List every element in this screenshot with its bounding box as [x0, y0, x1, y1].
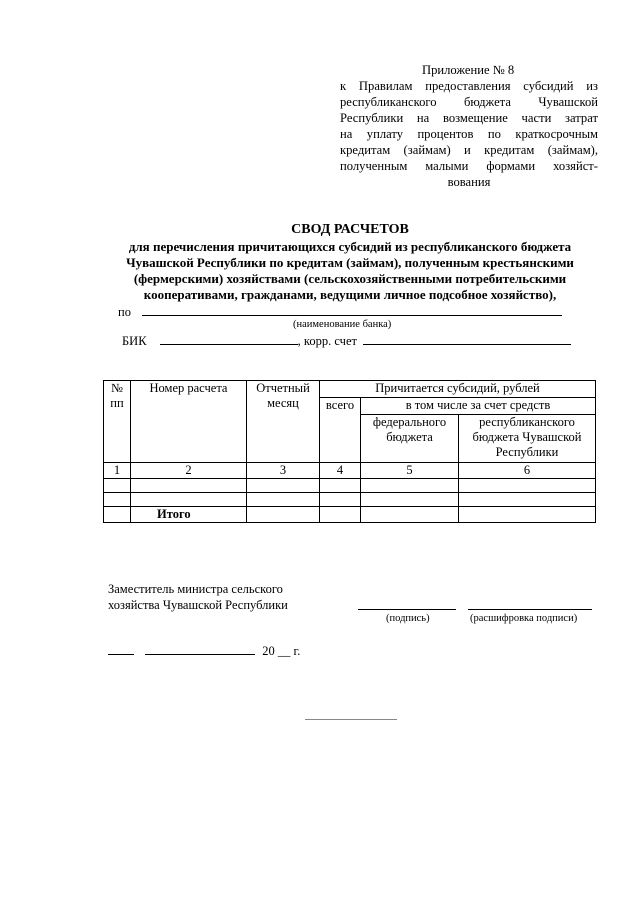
- table-cell[interactable]: [320, 479, 361, 493]
- appendix-title: Приложение № 8: [422, 63, 515, 77]
- signature-decode-field[interactable]: [468, 609, 592, 610]
- po-label: по: [118, 305, 131, 319]
- date-month-field[interactable]: [145, 643, 255, 655]
- appendix-line: кредитам (займам) и кредитам (займам),: [340, 143, 598, 157]
- table-cell[interactable]: [361, 493, 459, 507]
- table-cell[interactable]: [247, 493, 320, 507]
- table-cell[interactable]: [459, 493, 596, 507]
- col-header-republic: республиканского бюджета Чувашской Республики: [459, 415, 596, 463]
- signature-hint: (подпись): [386, 613, 430, 624]
- col-number: 3: [247, 463, 320, 479]
- signature-field[interactable]: [358, 609, 456, 610]
- subtitle-line: Чувашской Республики по кредитам (займам), полученным крестьянскими: [126, 255, 574, 270]
- appendix-line: к Правилам предоставления субсидий из: [340, 79, 598, 93]
- col-header-total: всего: [320, 398, 361, 463]
- appendix-line: вования: [447, 175, 491, 189]
- corr-account-label: , корр. счет: [297, 334, 357, 348]
- table-row: [104, 479, 596, 493]
- signer-position-line: хозяйства Чувашской Республики: [108, 598, 288, 612]
- bik-label: БИК: [122, 334, 147, 348]
- table-cell: [104, 507, 131, 523]
- date-day-field[interactable]: [108, 643, 134, 655]
- bank-row: [118, 304, 562, 320]
- col-header-month: Отчетный месяц: [247, 381, 320, 463]
- calculation-table: [103, 380, 596, 523]
- table-row: [104, 493, 596, 507]
- table-total-row: [104, 507, 596, 523]
- appendix-line: республиканского бюджета Чувашской: [340, 95, 598, 109]
- table-cell[interactable]: [320, 507, 361, 523]
- corr-account-field[interactable]: [363, 333, 571, 345]
- col-number: 6: [459, 463, 596, 479]
- table-cell[interactable]: [131, 479, 247, 493]
- bik-row: [122, 333, 571, 349]
- date-year-text: 20 __ г.: [262, 644, 301, 658]
- subtitle-line: для перечисления причитающихся субсидий из республиканского бюджета: [128, 239, 572, 254]
- col-number: 2: [131, 463, 247, 479]
- subtitle-line: кооперативами, гражданами, ведущими личное подсобное хозяйство),: [143, 287, 557, 302]
- col-header-due: Причитается субсидий, рублей: [320, 381, 596, 398]
- table-cell[interactable]: [247, 479, 320, 493]
- subtitle-line: (фермерскими) хозяйствами (сельскохозяйственными потребительскими: [133, 271, 567, 286]
- signer-position: [108, 581, 288, 613]
- col-number: 5: [361, 463, 459, 479]
- bank-name-hint: (наименование банка): [293, 319, 392, 330]
- document-title: СВОД РАСЧЕТОВ: [291, 222, 409, 237]
- appendix-line: Республики на возмещение части затрат: [340, 111, 598, 125]
- document-subtitle: [100, 239, 600, 303]
- col-number: 1: [104, 463, 131, 479]
- col-header-calc-number: Номер расчета: [131, 381, 247, 463]
- footer-separator: [305, 719, 397, 720]
- table-cell[interactable]: [459, 479, 596, 493]
- table-cell[interactable]: [131, 493, 247, 507]
- table-cell[interactable]: [320, 493, 361, 507]
- total-label: Итого: [131, 507, 247, 523]
- appendix-line: на уплату процентов по краткосрочным: [340, 127, 598, 141]
- col-number: 4: [320, 463, 361, 479]
- appendix-line: полученным малыми формами хозяйст-: [340, 159, 598, 173]
- table-cell[interactable]: [104, 493, 131, 507]
- table-cell[interactable]: [247, 507, 320, 523]
- bik-field[interactable]: [160, 333, 298, 345]
- table-cell[interactable]: [459, 507, 596, 523]
- table-header-row: [104, 381, 596, 398]
- col-header-no: № пп: [104, 381, 131, 463]
- table-number-row: [104, 463, 596, 479]
- table-cell[interactable]: [104, 479, 131, 493]
- date-row: [108, 643, 300, 659]
- signature-decode-hint: (расшифровка подписи): [470, 613, 578, 624]
- table-cell[interactable]: [361, 479, 459, 493]
- col-header-including: в том числе за счет средств: [361, 398, 596, 415]
- appendix-block: [340, 62, 598, 190]
- table-cell[interactable]: [361, 507, 459, 523]
- col-header-federal: федерального бюджета: [361, 415, 459, 463]
- bank-name-field[interactable]: [142, 304, 562, 316]
- signer-position-line: Заместитель министра сельского: [108, 582, 283, 596]
